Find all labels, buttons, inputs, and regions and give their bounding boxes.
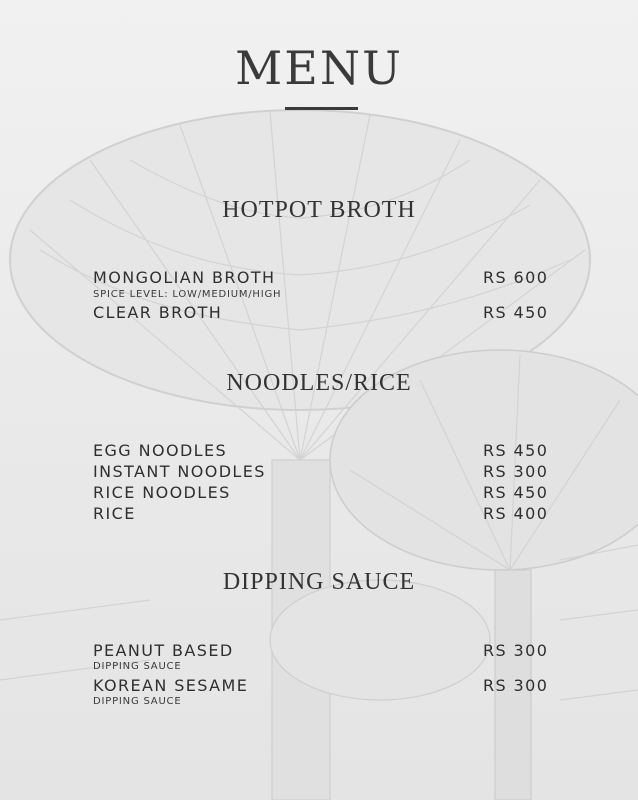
item-name-peanut-based: PEANUT BASED <box>93 641 234 660</box>
item-note-korean-sesame: DIPPING SAUCE <box>93 696 182 707</box>
item-name-korean-sesame: KOREAN SESAME <box>93 676 249 695</box>
item-price-rice: RS 400 <box>483 504 549 523</box>
item-name-mongolian-broth: MONGOLIAN BROTH <box>93 268 276 287</box>
item-price-clear-broth: RS 450 <box>483 303 549 322</box>
item-note-mongolian-broth: SPICE LEVEL: LOW/MEDIUM/HIGH <box>93 289 282 300</box>
item-name-instant-noodles: INSTANT NOODLES <box>93 462 266 481</box>
title-underline <box>285 107 358 110</box>
item-price-mongolian-broth: RS 600 <box>483 268 549 287</box>
item-price-rice-noodles: RS 450 <box>483 483 549 502</box>
section-title-hotpot-broth: HOTPOT BROTH <box>222 197 416 223</box>
item-price-korean-sesame: RS 300 <box>483 676 549 695</box>
item-price-peanut-based: RS 300 <box>483 641 549 660</box>
item-name-rice-noodles: RICE NOODLES <box>93 483 231 502</box>
item-price-egg-noodles: RS 450 <box>483 441 549 460</box>
section-title-noodles-rice: NOODLES/RICE <box>226 370 412 396</box>
item-name-egg-noodles: EGG NOODLES <box>93 441 228 460</box>
menu-title: MENU <box>235 41 403 95</box>
item-note-peanut-based: DIPPING SAUCE <box>93 661 182 672</box>
item-name-clear-broth: CLEAR BROTH <box>93 303 223 322</box>
item-name-rice: RICE <box>93 504 136 523</box>
section-title-dipping-sauce: DIPPING SAUCE <box>222 569 416 595</box>
item-price-instant-noodles: RS 300 <box>483 462 549 481</box>
